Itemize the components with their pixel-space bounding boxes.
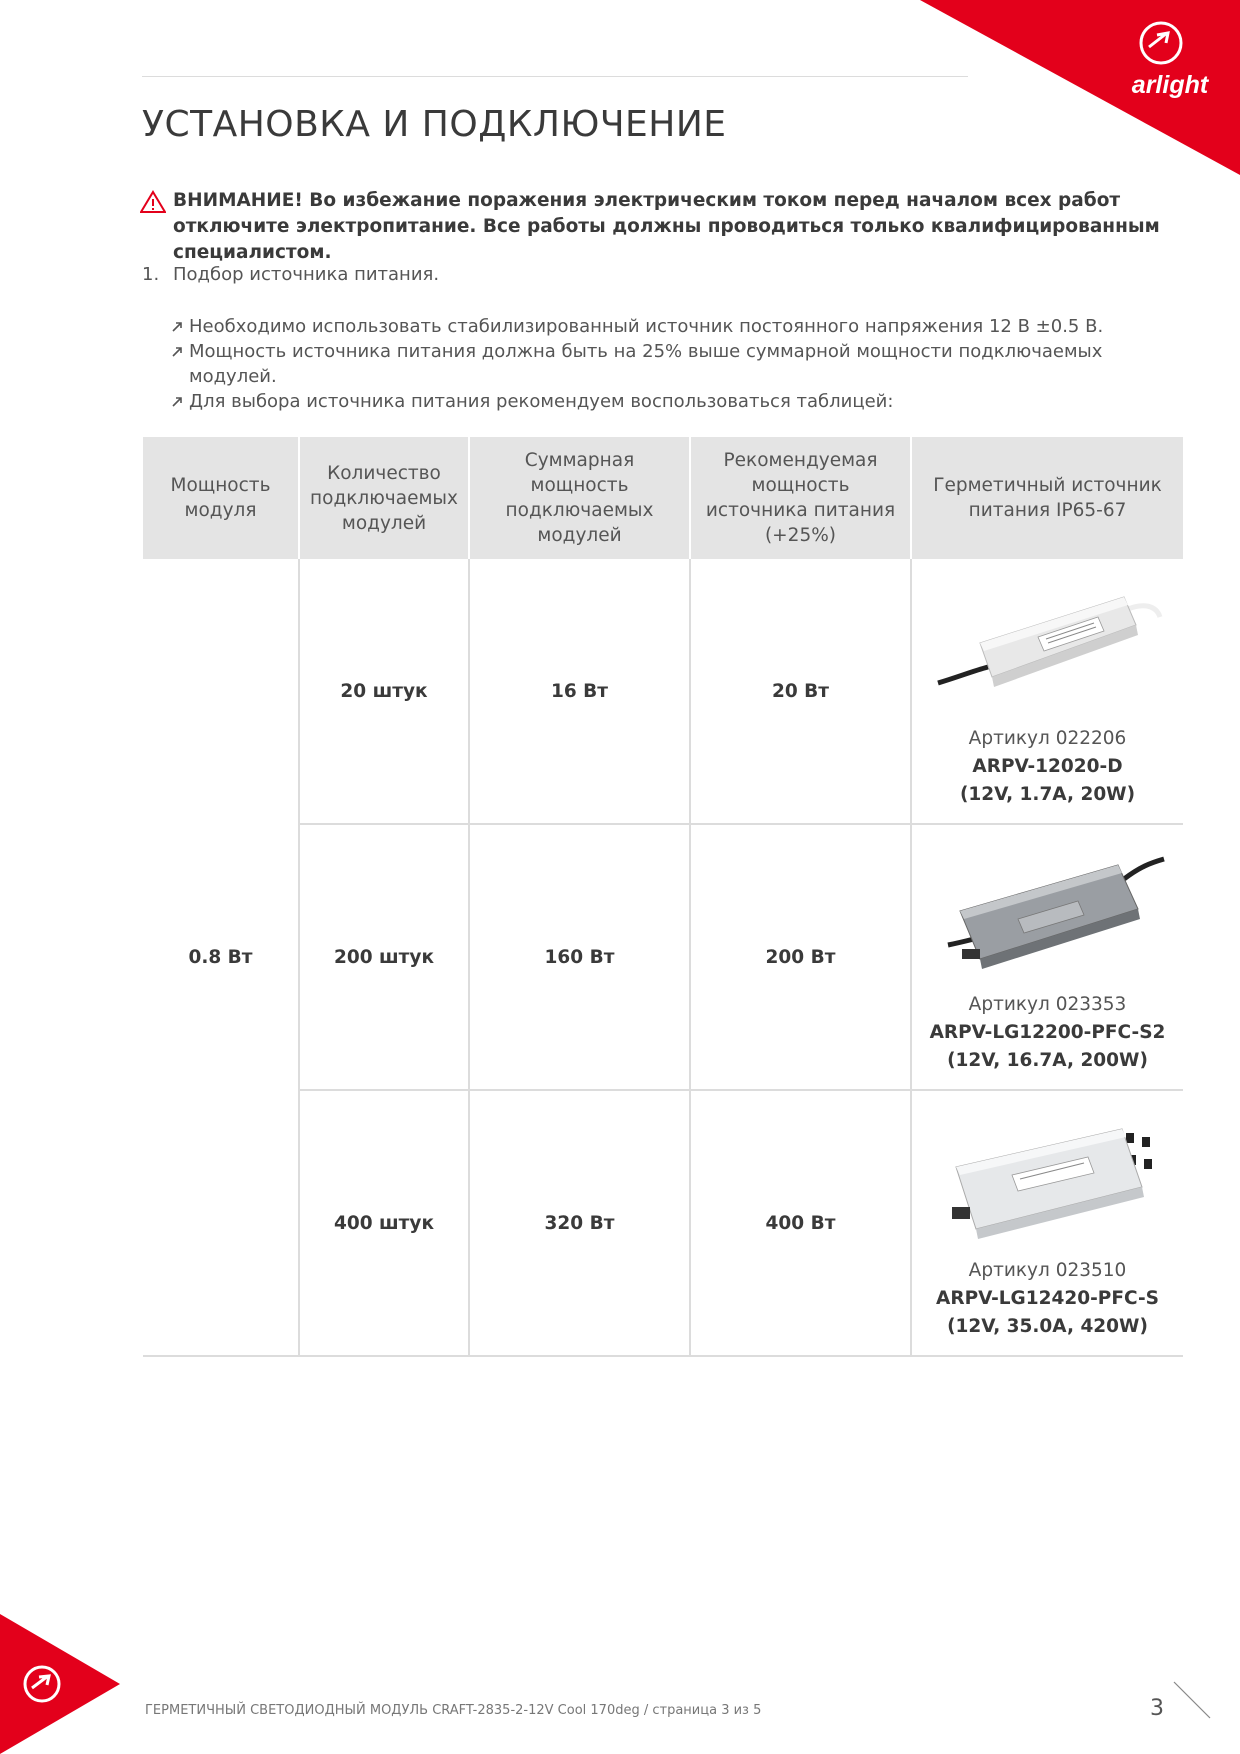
article-number: Артикул 023353 bbox=[968, 994, 1127, 1015]
article-number: Артикул 022206 bbox=[968, 728, 1127, 749]
brand-corner-logo bbox=[920, 0, 1240, 175]
table-row bbox=[143, 559, 1183, 824]
numbered-item bbox=[142, 262, 1182, 288]
model-name: ARPV-LG12200-PFC-S2 bbox=[929, 1022, 1166, 1043]
count-cell: 400 штук bbox=[299, 1090, 469, 1356]
power-supply-table bbox=[143, 437, 1183, 1357]
warning-icon bbox=[140, 190, 166, 214]
header-power-supply: Герметичный источник питания IP65-67 bbox=[911, 437, 1183, 559]
power-supply-image bbox=[928, 571, 1168, 721]
model-specs: (12V, 1.7A, 20W) bbox=[959, 784, 1136, 805]
top-divider bbox=[142, 76, 968, 77]
product-cell bbox=[911, 559, 1183, 824]
recommended-cell: 20 Вт bbox=[690, 559, 911, 824]
table-header-row bbox=[143, 437, 1183, 559]
total-cell: 16 Вт bbox=[469, 559, 690, 824]
header-total-power: Суммарная мощность подключаемых модулей bbox=[469, 437, 690, 559]
warning-block bbox=[140, 188, 1180, 266]
module-power-cell: 0.8 Вт bbox=[143, 559, 299, 1356]
footer-slash-icon bbox=[1172, 1680, 1212, 1720]
model-name: ARPV-LG12420-PFC-S bbox=[936, 1288, 1159, 1309]
bullet-text: Для выбора источника питания рекомендуем воспользоваться таблицей: bbox=[189, 391, 894, 412]
table-row bbox=[143, 1090, 1183, 1356]
header-module-power: Мощность модуля bbox=[143, 437, 299, 559]
article-number: Артикул 023510 bbox=[968, 1260, 1127, 1281]
page-number: 3 bbox=[1150, 1696, 1164, 1721]
count-cell: 200 штук bbox=[299, 824, 469, 1090]
brand-logo-text: arlight bbox=[1131, 71, 1209, 99]
bullet-list bbox=[172, 314, 1182, 414]
header-module-count: Количество подключаемых модулей bbox=[299, 437, 469, 559]
count-cell: 20 штук bbox=[299, 559, 469, 824]
power-supply-image bbox=[928, 837, 1168, 987]
bullet-text: Мощность источника питания должна быть на 25% выше суммарной мощности подключаемых модулей. bbox=[189, 341, 1103, 387]
arrow-bullet-icon bbox=[172, 397, 182, 407]
table-row bbox=[143, 824, 1183, 1090]
recommended-cell: 200 Вт bbox=[690, 824, 911, 1090]
arrow-bullet-icon bbox=[172, 347, 182, 357]
brand-corner-bottom bbox=[0, 1614, 120, 1754]
header-recommended-power: Рекомендуемая мощность источника питания (+25%) bbox=[690, 437, 911, 559]
instructions-list bbox=[142, 262, 1182, 414]
model-specs: (12V, 35.0A, 420W) bbox=[947, 1316, 1148, 1337]
bullet-item bbox=[172, 389, 1149, 414]
warning-text bbox=[173, 188, 1180, 266]
arrow-bullet-icon bbox=[172, 322, 182, 332]
footer-text: ГЕРМЕТИЧНЫЙ СВЕТОДИОДНЫЙ МОДУЛЬ CRAFT-2835-2-12V Cool 170deg / страница 3 из 5 bbox=[145, 1703, 762, 1718]
model-specs: (12V, 16.7A, 200W) bbox=[947, 1050, 1148, 1071]
recommended-cell: 400 Вт bbox=[690, 1090, 911, 1356]
bullet-text: Необходимо использовать стабилизированный источник постоянного напряжения 12 В ±0.5 В. bbox=[189, 316, 1104, 337]
warning-body: Во избежание поражения электрическим током перед началом всех работ отключите электропитание. Все работы должны проводиться только квалифицированным специалистом. bbox=[173, 190, 1160, 263]
model-name: ARPV-12020-D bbox=[972, 756, 1123, 777]
page-title: УСТАНОВКА И ПОДКЛЮЧЕНИЕ bbox=[142, 104, 727, 145]
power-supply-image bbox=[928, 1103, 1168, 1253]
bullet-item bbox=[172, 314, 1149, 339]
bullet-item bbox=[172, 339, 1149, 389]
item-title: Подбор источника питания. bbox=[173, 264, 440, 285]
total-cell: 320 Вт bbox=[469, 1090, 690, 1356]
total-cell: 160 Вт bbox=[469, 824, 690, 1090]
warning-lead: ВНИМАНИЕ! bbox=[173, 190, 303, 211]
product-cell bbox=[911, 824, 1183, 1090]
item-number: 1. bbox=[142, 264, 160, 285]
product-cell bbox=[911, 1090, 1183, 1356]
